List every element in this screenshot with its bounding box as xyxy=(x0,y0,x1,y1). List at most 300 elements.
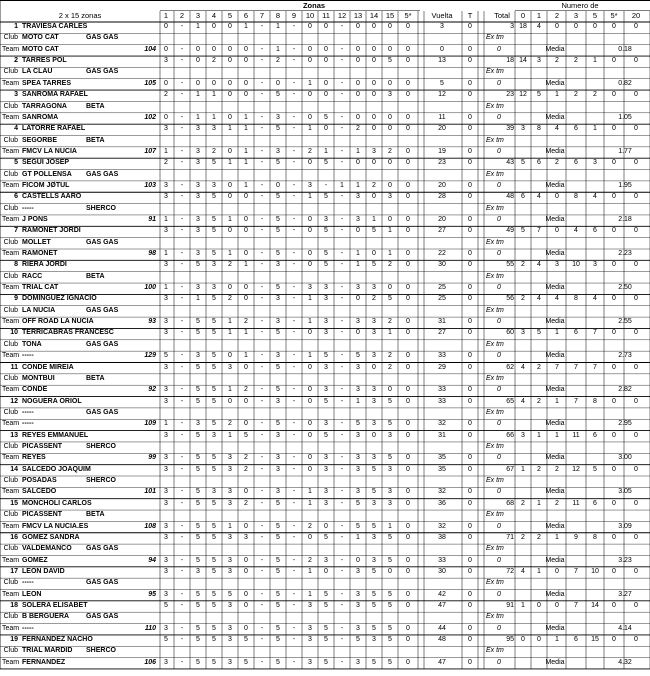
lap-cell: 5 xyxy=(388,397,392,405)
lap-cell: - xyxy=(260,624,264,632)
rider-bike: GAS GAS xyxy=(86,613,119,621)
count-cell: 6 xyxy=(593,431,597,439)
lap-cell: 3 xyxy=(308,658,312,666)
lap-cell: - xyxy=(340,216,344,224)
count-cell: 2 xyxy=(521,499,525,507)
lap-cell: 0 xyxy=(468,216,472,224)
lap-cell: 5 xyxy=(324,431,328,439)
rider-name: NOGUERA ORIOL xyxy=(22,397,82,405)
lap-cell: 5 xyxy=(388,556,392,564)
lap-cell: 3 xyxy=(372,635,376,643)
count-cell: 1 xyxy=(555,397,559,405)
count-cell: 1 xyxy=(537,431,541,439)
lap-cell: 36 xyxy=(438,499,446,507)
rider-dorsal: 105 xyxy=(144,79,156,87)
lap-cell: 0 xyxy=(468,147,472,155)
lap-cell: 3 xyxy=(308,624,312,632)
club-label: Club xyxy=(3,102,18,110)
lap-cell: 0 xyxy=(228,23,232,30)
lap-cell: - xyxy=(180,125,184,133)
ex-tm-label: Ex tm xyxy=(486,374,504,382)
lap-cell: 0 xyxy=(244,556,248,564)
lap-cell: 3 xyxy=(164,182,168,189)
lap-cell: - xyxy=(340,658,344,666)
lap-cell: 3 xyxy=(164,261,168,269)
lap-cell: - xyxy=(324,182,328,189)
rider-dorsal: 95 xyxy=(148,590,156,598)
rider-total-2: 0 xyxy=(497,45,501,53)
lap-cell: - xyxy=(180,216,184,224)
rider-bike: GAS GAS xyxy=(86,34,119,42)
lap-cell: 3 xyxy=(164,363,168,371)
lap-cell: - xyxy=(180,193,184,201)
lap-cell: 3 xyxy=(356,431,360,439)
lap-cell: 0 xyxy=(406,601,410,609)
lap-cell: 2 xyxy=(388,352,392,360)
rider-dorsal: 103 xyxy=(144,182,156,189)
lap-cell: 1 xyxy=(164,147,168,155)
rider-total-2: 0 xyxy=(497,250,501,258)
rider-dorsal: 129 xyxy=(144,352,156,360)
lap-cell: 5 xyxy=(196,522,200,530)
lap-cell: 1 xyxy=(244,182,248,189)
vuelta-header: Vuelta xyxy=(431,11,453,20)
rider-team: ----- xyxy=(22,352,34,360)
lap-cell: - xyxy=(180,250,184,258)
lap-cell: 3 xyxy=(228,556,232,564)
lap-cell: - xyxy=(292,567,296,575)
lap-cell: 5 xyxy=(324,635,328,643)
team-label: Team xyxy=(2,318,20,326)
lap-cell: 1 xyxy=(196,23,200,30)
lap-cell: 5 xyxy=(196,465,200,473)
lap-cell: 5 xyxy=(388,658,392,666)
rider-position: 8 xyxy=(14,261,18,269)
lap-cell: 0 xyxy=(356,23,360,30)
media-label: Media xyxy=(545,658,565,666)
count-cell: 0 xyxy=(634,57,638,65)
zone-number-header: 15 xyxy=(385,11,395,20)
lap-cell: 2 xyxy=(308,522,312,530)
lap-cell: 3 xyxy=(356,590,360,598)
lap-cell: - xyxy=(260,488,264,496)
count-cell: 0 xyxy=(555,567,559,575)
lap-cell: - xyxy=(340,386,344,394)
lap-cell: 1 xyxy=(276,23,280,30)
lap-cell: 32 xyxy=(438,488,446,496)
lap-cell: 1 xyxy=(308,318,312,326)
lap-cell: 44 xyxy=(438,624,446,632)
rider-total: 56 xyxy=(506,295,514,303)
lap-cell: 3 xyxy=(372,284,376,292)
lap-cell: 3 xyxy=(164,488,168,496)
lap-cell: 0 xyxy=(228,147,232,155)
lap-cell: 3 xyxy=(276,488,280,496)
lap-cell: 5 xyxy=(324,601,328,609)
rider-bike: BETA xyxy=(86,136,105,144)
lap-cell: - xyxy=(260,147,264,155)
lap-cell: - xyxy=(260,250,264,258)
lap-cell: 5 xyxy=(212,352,216,360)
lap-cell: 3 xyxy=(228,601,232,609)
lap-cell: 1 xyxy=(388,227,392,235)
team-label: Team xyxy=(2,454,20,462)
count-cell: 4 xyxy=(593,295,597,303)
media-label: Media xyxy=(545,147,565,155)
lap-cell: 0 xyxy=(468,363,472,371)
lap-cell: 1 xyxy=(244,125,248,133)
lap-cell: 5 xyxy=(276,567,280,575)
zone-number-header: 9 xyxy=(291,11,297,20)
lap-cell: - xyxy=(292,522,296,530)
lap-cell: 0 xyxy=(372,159,376,167)
count-cell: 3 xyxy=(537,57,541,65)
lap-cell: 1 xyxy=(164,420,168,428)
lap-cell: 5 xyxy=(276,601,280,609)
lap-cell: 1 xyxy=(228,386,232,394)
lap-cell: - xyxy=(260,329,264,337)
lap-cell: 5 xyxy=(212,624,216,632)
lap-cell: 0 xyxy=(244,57,248,65)
lap-cell: - xyxy=(180,261,184,269)
lap-cell: 2 xyxy=(308,556,312,564)
lap-cell: 3 xyxy=(356,318,360,326)
lap-cell: 5 xyxy=(276,284,280,292)
lap-cell: 0 xyxy=(372,23,376,30)
count-cell: 2 xyxy=(537,363,541,371)
lap-cell: 3 xyxy=(212,284,216,292)
rider-position: 5 xyxy=(14,159,18,167)
lap-cell: 1 xyxy=(356,533,360,541)
count-cell: 18 xyxy=(519,23,527,30)
lap-cell: 5 xyxy=(440,79,444,87)
lap-cell: 3 xyxy=(276,147,280,155)
count-cell: 0 xyxy=(612,193,616,201)
lap-cell: 3 xyxy=(324,454,328,462)
lap-cell: 5 xyxy=(276,193,280,201)
lap-cell: 3 xyxy=(372,499,376,507)
rider-bike: GAS GAS xyxy=(86,238,119,246)
lap-cell: - xyxy=(292,363,296,371)
lap-cell: 1 xyxy=(228,159,232,167)
lap-cell: - xyxy=(340,465,344,473)
count-cell: 1 xyxy=(521,601,525,609)
lap-cell: - xyxy=(260,216,264,224)
lap-cell: 3 xyxy=(164,318,168,326)
lap-cell: 31 xyxy=(438,431,446,439)
lap-cell: - xyxy=(292,386,296,394)
lap-cell: 0 xyxy=(468,556,472,564)
lap-cell: 0 xyxy=(388,79,392,87)
lap-cell: 0 xyxy=(308,227,312,235)
count-cell: 1 xyxy=(555,431,559,439)
lap-cell: - xyxy=(340,79,344,87)
lap-cell: 5 xyxy=(324,624,328,632)
count-header: 5* xyxy=(610,11,618,20)
count-cell: 1 xyxy=(521,465,525,473)
lap-cell: 0 xyxy=(244,522,248,530)
count-cell: 0 xyxy=(634,193,638,201)
lap-cell: - xyxy=(340,125,344,133)
lap-cell: 5 xyxy=(164,352,168,360)
lap-cell: 3 xyxy=(196,352,200,360)
rider-team: MOTO CAT xyxy=(22,45,59,53)
lap-cell: 5 xyxy=(212,159,216,167)
rider-total: 91 xyxy=(506,601,514,609)
rider-club: LA CLAU xyxy=(22,68,53,76)
rider-team: FMCV LA NUCIA xyxy=(22,147,77,155)
rider-position: 15 xyxy=(10,499,18,507)
lap-cell: 5 xyxy=(324,658,328,666)
lap-cell: 3 xyxy=(276,318,280,326)
rider-dorsal: 101 xyxy=(144,488,156,496)
ex-tm-label: Ex tm xyxy=(486,102,504,110)
count-cell: 6 xyxy=(537,159,541,167)
lap-cell: 0 xyxy=(308,454,312,462)
lap-cell: 1 xyxy=(308,125,312,133)
media-value: 4.32 xyxy=(618,658,632,666)
lap-cell: - xyxy=(292,556,296,564)
lap-cell: 3 xyxy=(164,556,168,564)
count-cell: 7 xyxy=(593,363,597,371)
lap-cell: 5 xyxy=(276,522,280,530)
lap-cell: 0 xyxy=(356,329,360,337)
lap-cell: - xyxy=(180,567,184,575)
lap-cell: 0 xyxy=(356,227,360,235)
lap-cell: 0 xyxy=(388,182,392,189)
lap-cell: 0 xyxy=(244,250,248,258)
lap-cell: - xyxy=(260,363,264,371)
lap-cell: 5 xyxy=(212,318,216,326)
rider-dorsal: 106 xyxy=(144,658,156,666)
lap-cell: 2 xyxy=(212,147,216,155)
lap-cell: 3 xyxy=(372,352,376,360)
lap-cell: 0 xyxy=(324,23,328,30)
lap-cell: 5 xyxy=(372,488,376,496)
rider-position: 12 xyxy=(10,397,18,405)
lap-cell: 3 xyxy=(324,295,328,303)
lap-cell: - xyxy=(340,635,344,643)
rider-club: SEGORBE xyxy=(22,136,58,144)
lap-cell: 3 xyxy=(356,658,360,666)
rider-name: CONDE MIREIA xyxy=(22,363,74,371)
count-cell: 8 xyxy=(537,125,541,133)
rider-total-2: 0 xyxy=(497,182,501,189)
lap-cell: 3 xyxy=(228,567,232,575)
count-cell: 5 xyxy=(521,159,525,167)
lap-cell: - xyxy=(292,250,296,258)
lap-cell: 5 xyxy=(324,159,328,167)
count-cell: 1 xyxy=(593,57,597,65)
lap-cell: 0 xyxy=(406,193,410,201)
lap-cell: 3 xyxy=(212,261,216,269)
lap-cell: 3 xyxy=(164,590,168,598)
rider-total: 43 xyxy=(506,159,514,167)
club-label: Club xyxy=(3,34,18,42)
rider-position: 10 xyxy=(10,329,18,337)
rider-name: LATORRE RAFAEL xyxy=(22,125,86,133)
lap-cell: 0 xyxy=(468,431,472,439)
lap-cell: 5 xyxy=(212,295,216,303)
team-label: Team xyxy=(2,284,20,292)
lap-cell: - xyxy=(180,386,184,394)
t-header: T xyxy=(467,11,473,20)
lap-cell: - xyxy=(340,522,344,530)
zone-number-header: 6 xyxy=(243,11,249,20)
lap-cell: 1 xyxy=(212,91,216,99)
lap-cell: 0 xyxy=(356,556,360,564)
media-label: Media xyxy=(545,624,565,632)
lap-cell: - xyxy=(340,261,344,269)
lap-cell: 1 xyxy=(164,250,168,258)
lap-cell: 0 xyxy=(468,159,472,167)
rider-position: 2 xyxy=(14,57,18,65)
lap-cell: 5 xyxy=(196,329,200,337)
lap-cell: 0 xyxy=(468,533,472,541)
lap-cell: 0 xyxy=(228,45,232,53)
lap-cell: - xyxy=(292,658,296,666)
count-cell: 4 xyxy=(521,397,525,405)
lap-cell: - xyxy=(260,182,264,189)
lap-cell: 0 xyxy=(372,113,376,121)
rider-bike: GAS GAS xyxy=(86,408,119,416)
count-cell: 0 xyxy=(612,635,616,643)
team-label: Team xyxy=(2,522,20,530)
lap-cell: 3 xyxy=(196,147,200,155)
class-label: 2 x 15 zonas xyxy=(58,11,102,20)
lap-cell: 0 xyxy=(228,284,232,292)
rider-total: 3 xyxy=(510,23,514,30)
rider-bike: GAS GAS xyxy=(86,170,119,178)
lap-cell: 5 xyxy=(212,567,216,575)
lap-cell: 0 xyxy=(356,79,360,87)
count-cell: 0 xyxy=(612,57,616,65)
rider-club: TARRAGONA xyxy=(22,102,67,110)
lap-cell: 5 xyxy=(212,250,216,258)
lap-cell: 0 xyxy=(440,45,444,53)
lap-cell: 5 xyxy=(276,556,280,564)
media-value: 2.95 xyxy=(618,420,632,428)
count-cell: 0 xyxy=(593,23,597,30)
lap-cell: 3 xyxy=(356,601,360,609)
lap-cell: 0 xyxy=(164,23,168,30)
lap-cell: 0 xyxy=(406,567,410,575)
media-value: 2.73 xyxy=(618,352,632,360)
count-cell: 0 xyxy=(537,635,541,643)
count-cell: 0 xyxy=(634,533,638,541)
lap-cell: 5 xyxy=(276,216,280,224)
lap-cell: 27 xyxy=(438,227,446,235)
rider-dorsal: 107 xyxy=(144,147,156,155)
lap-cell: - xyxy=(292,125,296,133)
rider-dorsal: 102 xyxy=(144,113,156,121)
lap-cell: - xyxy=(292,454,296,462)
ex-tm-label: Ex tm xyxy=(486,68,504,76)
zone-number-header: 11 xyxy=(322,11,330,20)
count-cell: 0 xyxy=(612,125,616,133)
lap-cell: - xyxy=(340,431,344,439)
count-cell: 8 xyxy=(593,397,597,405)
lap-cell: - xyxy=(260,601,264,609)
lap-cell: 0 xyxy=(372,125,376,133)
lap-cell: - xyxy=(180,329,184,337)
count-cell: 1 xyxy=(593,125,597,133)
rider-bike: BETA xyxy=(86,511,105,519)
count-cell: 2 xyxy=(555,159,559,167)
lap-cell: 5 xyxy=(196,318,200,326)
lap-cell: 0 xyxy=(406,533,410,541)
lap-cell: 5 xyxy=(324,590,328,598)
zone-number-header: 4 xyxy=(211,11,217,20)
lap-cell: - xyxy=(180,318,184,326)
ex-tm-label: Ex tm xyxy=(486,34,504,42)
lap-cell: 3 xyxy=(324,420,328,428)
lap-cell: - xyxy=(180,147,184,155)
lap-cell: 0 xyxy=(406,147,410,155)
lap-cell: 3 xyxy=(308,284,312,292)
lap-cell: 0 xyxy=(212,79,216,87)
lap-cell: 5 xyxy=(372,465,376,473)
lap-cell: - xyxy=(260,57,264,65)
lap-cell: - xyxy=(180,590,184,598)
lap-cell: 35 xyxy=(438,454,446,462)
zone-number-header: 13 xyxy=(353,11,363,20)
lap-cell: 3 xyxy=(164,533,168,541)
count-cell: 10 xyxy=(572,261,580,269)
team-label: Team xyxy=(2,45,20,53)
lap-cell: 5 xyxy=(276,227,280,235)
lap-cell: 1 xyxy=(228,318,232,326)
rider-name: DOMINGUEZ IGNACIO xyxy=(22,295,97,303)
lap-cell: 0 xyxy=(406,386,410,394)
lap-cell: - xyxy=(292,79,296,87)
lap-cell: 3 xyxy=(372,397,376,405)
rider-bike: BETA xyxy=(86,272,105,280)
lap-cell: 2 xyxy=(308,147,312,155)
lap-cell: 0 xyxy=(468,352,472,360)
lap-cell: 0 xyxy=(244,216,248,224)
lap-cell: - xyxy=(260,23,264,30)
rider-name: RAMONET JORDI xyxy=(22,227,81,235)
lap-cell: 3 xyxy=(388,488,392,496)
lap-cell: 1 xyxy=(244,159,248,167)
lap-cell: 5 xyxy=(324,533,328,541)
rider-total: 62 xyxy=(506,363,514,371)
count-cell: 3 xyxy=(593,159,597,167)
count-header: 0 xyxy=(520,11,526,20)
lap-cell: 3 xyxy=(164,227,168,235)
rider-club: TRIAL MARDID xyxy=(22,647,73,655)
count-cell: 4 xyxy=(555,125,559,133)
lap-cell: 0 xyxy=(406,125,410,133)
lap-cell: 2 xyxy=(276,57,280,65)
lap-cell: - xyxy=(340,147,344,155)
media-label: Media xyxy=(545,216,565,224)
lap-cell: 0 xyxy=(308,57,312,65)
rider-team: GOMEZ xyxy=(22,556,48,564)
lap-cell: 0 xyxy=(468,624,472,632)
lap-cell: 3 xyxy=(324,363,328,371)
lap-cell: 5 xyxy=(388,420,392,428)
team-label: Team xyxy=(2,113,20,121)
count-cell: 0 xyxy=(612,363,616,371)
lap-cell: 0 xyxy=(164,79,168,87)
rider-name: CASTELLS AARO xyxy=(22,193,82,201)
rider-name: SOLERA ELISABET xyxy=(22,601,88,609)
lap-cell: - xyxy=(180,91,184,99)
team-label: Team xyxy=(2,420,20,428)
lap-cell: - xyxy=(180,499,184,507)
